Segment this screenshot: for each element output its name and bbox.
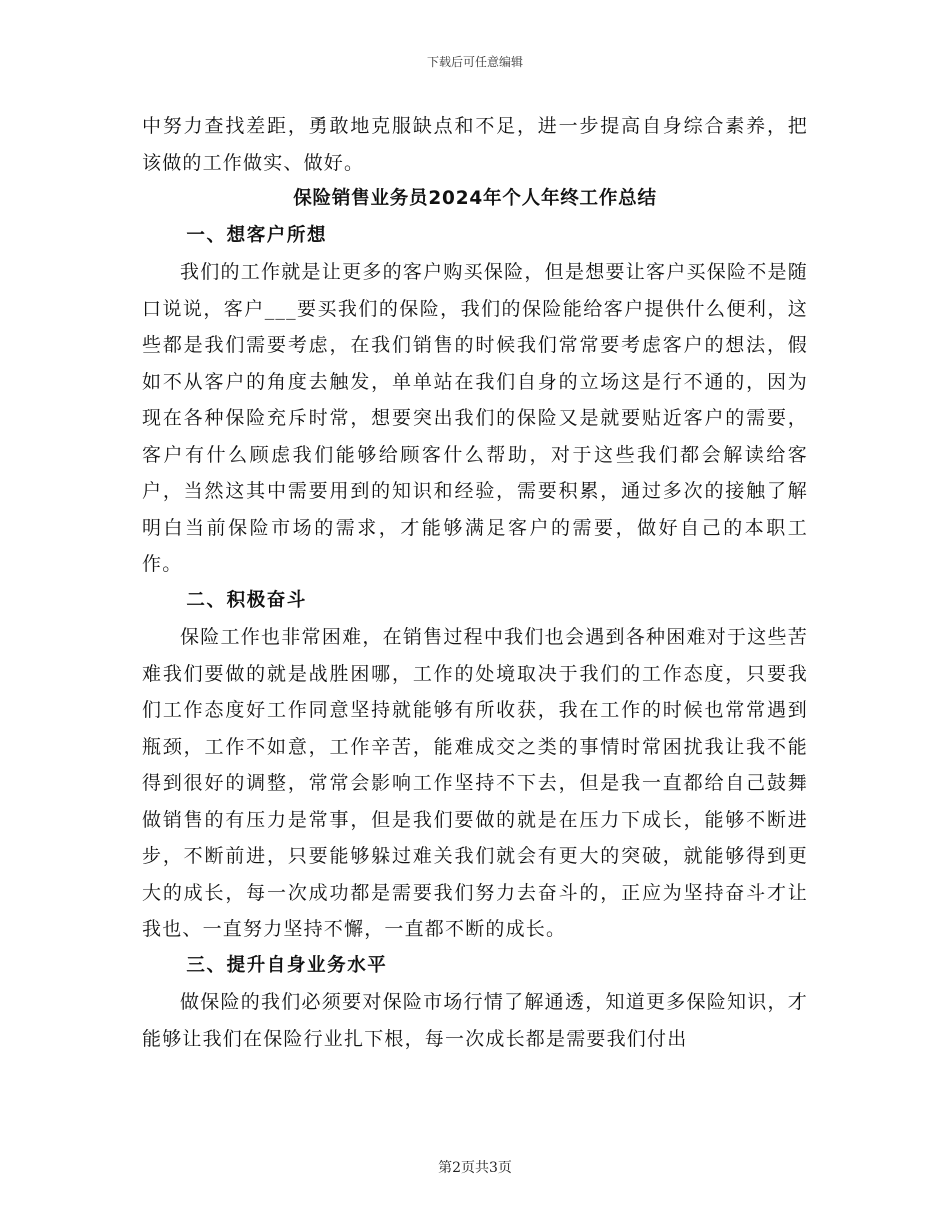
section-paragraph-3: 做保险的我们必须要对保险市场行情了解通透，知道更多保险知识，才能够让我们在保险行业扎下根，每一次成长都是需要我们付出 xyxy=(142,991,808,1050)
document-body xyxy=(142,108,808,1057)
section-heading-1: 一、想客户所想 xyxy=(186,224,328,246)
document-title: 保险销售业务员2024年个人年终工作总结 xyxy=(293,188,657,209)
page-header: 下载后可任意编辑 xyxy=(426,55,523,69)
page-footer: 第2页共3页 xyxy=(438,1160,512,1176)
section-heading-2: 二、积极奋斗 xyxy=(186,589,307,611)
section-heading-3: 三、提升自身业务水平 xyxy=(186,954,388,976)
section-paragraph-1: 我们的工作就是让更多的客户购买保险，但是想要让客户买保险不是随口说说，客户___要买我们的保险，我们的保险能给客户提供什么便利，这些都是我们需要考虑，在我们销售的时候我们常常要考虑客户的想法，假如不从客户的角度去触发，单单站在我们自身的立场这是行不通的，因为现在各种保险充斥时常，想要突出我们的保险又是就要贴近客户的需要，客户有什么顾虑我们能够给顾客什么帮助，对于这些我们都会解读给客户，当然这其中需要用到的知识和经验，需要积累，通过多次的接触了解明白当前保险市场的需求，才能够满足客户的需要，做好自己的本职工作。 xyxy=(142,261,808,575)
intro-continuation: 中努力查找差距，勇敢地克服缺点和不足，进一步提高自身综合素养，把该做的工作做实、做好。 xyxy=(142,115,808,174)
section-paragraph-2: 保险工作也非常困难，在销售过程中我们也会遇到各种困难对于这些苦难我们要做的就是战胜困哪，工作的处境取决于我们的工作态度，只要我们工作态度好工作同意坚持就能够有所收获，我在工作的时候也常常遇到瓶颈，工作不如意，工作辛苦，能难成交之类的事情时常困扰我让我不能得到很好的调整，常常会影响工作坚持不下去，但是我一直都给自己鼓舞做销售的有压力是常事，但是我们要做的就是在压力下成长，能够不断进步，不断前进，只要能够躲过难关我们就会有更大的突破，就能够得到更大的成长，每一次成功都是需要我们努力去奋斗的，正应为坚持奋斗才让我也、一直努力坚持不懈，一直都不断的成长。 xyxy=(142,626,808,940)
